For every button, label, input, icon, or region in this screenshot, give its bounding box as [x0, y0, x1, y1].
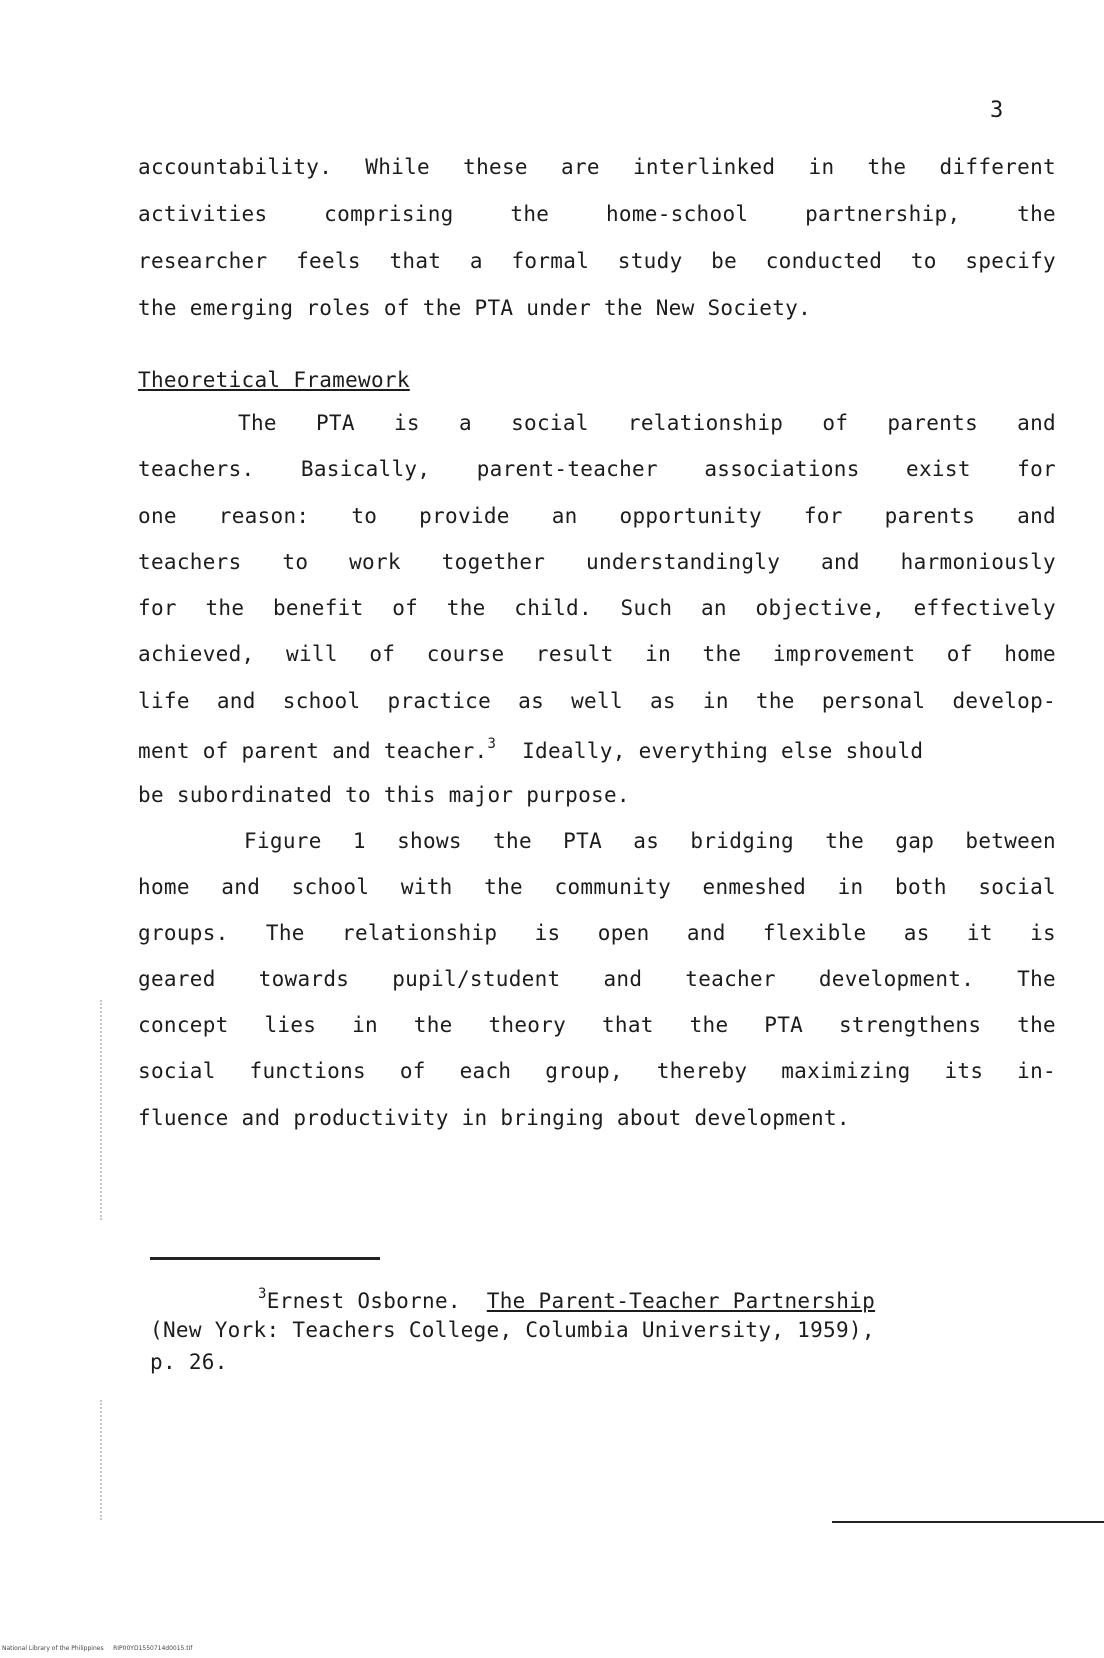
scan-credit: National Library of the Philippines RIP00YD1550714d0015.tif: [2, 1645, 193, 1652]
footnote-author: Ernest Osborne.: [266, 1289, 461, 1313]
footnote-line-2: (New York: Teachers College, Columbia University, 1959),: [150, 1318, 875, 1342]
p2-line-5: concept lies in the theory that the PTA strengthens the: [138, 1013, 1056, 1037]
scan-margin-dots: [100, 1000, 106, 1220]
p1-line-8-start: ment of parent and teacher.: [138, 739, 488, 763]
p1-line-8-end: Ideally, everything else should: [496, 739, 924, 763]
p1-line-7: life and school practice as well as in the personal develop-: [138, 689, 1056, 713]
p2-line-4: geared towards pupil/student and teacher development. The: [138, 967, 1056, 991]
scan-edge-line: [832, 1521, 1104, 1523]
footnote-line-1: [258, 1286, 875, 1313]
p2-line-7: fluence and productivity in bringing about development.: [138, 1106, 850, 1130]
p1-line-4: teachers to work together understandingly and harmoniously: [138, 550, 1056, 574]
p1-line-3: one reason: to provide an opportunity for parents and: [138, 504, 1056, 528]
p1-line-2: teachers. Basically, parent-teacher associations exist for: [138, 457, 1056, 481]
intro-line-4: the emerging roles of the PTA under the New Society.: [138, 296, 812, 320]
p1-line-9: be subordinated to this major purpose.: [138, 783, 630, 807]
p1-line-1: The PTA is a social relationship of parents and: [238, 411, 1056, 435]
footnote-separator: [150, 1257, 380, 1260]
intro-line-1: accountability. While these are interlinked in the different: [138, 155, 1056, 179]
scan-margin-dots-lower: [100, 1400, 106, 1520]
section-heading: Theoretical Framework: [138, 368, 410, 392]
p1-line-6: achieved, will of course result in the improvement of home: [138, 642, 1056, 666]
intro-line-2: activities comprising the home-school partnership, the: [138, 202, 1056, 226]
p2-line-2: home and school with the community enmeshed in both social: [138, 875, 1056, 899]
intro-line-3: researcher feels that a formal study be conducted to specify: [138, 249, 1056, 273]
footnote-title: The Parent-Teacher Partnership: [486, 1289, 876, 1313]
p1-line-8: [138, 736, 923, 763]
footnote-line-3: p. 26.: [150, 1350, 228, 1374]
footnote-mark: 3: [258, 1286, 267, 1302]
p2-line-6: social functions of each group, thereby maximizing its in-: [138, 1059, 1056, 1083]
p1-line-5: for the benefit of the child. Such an objective, effectively: [138, 596, 1056, 620]
p2-line-3: groups. The relationship is open and flexible as it is: [138, 921, 1056, 945]
footnote-reference: 3: [487, 736, 497, 752]
page-number: 3: [990, 98, 1004, 123]
p2-line-1: Figure 1 shows the PTA as bridging the gap between: [244, 829, 1056, 853]
